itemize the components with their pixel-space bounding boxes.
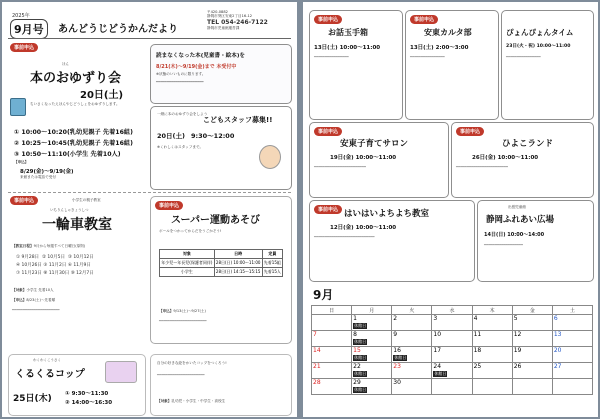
haihai-box bbox=[309, 200, 475, 282]
cup-box bbox=[8, 354, 146, 416]
table-cell: 28日(日) 14:15～15:15 bbox=[214, 268, 262, 277]
target-label: 【対象】 bbox=[12, 288, 27, 292]
header-rule bbox=[8, 38, 291, 39]
calendar-day: 6 bbox=[552, 315, 592, 331]
calendar-day: 5 bbox=[512, 315, 552, 331]
calendar-grid bbox=[311, 305, 593, 395]
sports-table bbox=[159, 249, 283, 277]
pyon-box bbox=[501, 10, 594, 120]
calendar-day bbox=[352, 331, 392, 347]
calendar-day bbox=[392, 347, 432, 363]
hiyoko-title: ひよこランド bbox=[502, 139, 554, 149]
calculator-illustration bbox=[10, 98, 26, 116]
sports-apply bbox=[159, 309, 206, 313]
apply-text: 8/23(土)～先着順 bbox=[26, 298, 56, 302]
closed-badge: 休館日 bbox=[354, 339, 367, 344]
sports-lead: ボールをつかってからだをうごかそう! bbox=[159, 229, 222, 233]
calendar-day: 7 bbox=[312, 331, 352, 347]
kodomo-date: 20日(土) bbox=[157, 132, 185, 140]
table-cell: 小学生 bbox=[160, 268, 215, 277]
ohanashi-body: ━━━━━━━━━━━━━━━━ bbox=[314, 55, 349, 59]
apply-label: 【申込】 bbox=[14, 160, 29, 164]
weekday-sat: 土 bbox=[552, 306, 592, 315]
calendar-day: 27 bbox=[552, 363, 592, 379]
course-date: ⑦ 11月23日 bbox=[16, 271, 42, 276]
table-cell: 先着15組 bbox=[262, 259, 282, 268]
ohanashi-time: 13日(土) 10:00～11:00 bbox=[314, 45, 381, 51]
ohanashi-tag: 事前申込 bbox=[314, 15, 342, 24]
pyon-time: 23日(火・祝) 10:00～11:00 bbox=[506, 44, 571, 49]
newsletter-page-2 bbox=[303, 2, 598, 417]
unicycle-title: 一輪車教室 bbox=[42, 217, 112, 233]
calendar-day: 12 bbox=[512, 331, 552, 347]
ohanashi-box bbox=[309, 10, 403, 120]
hiyoko-box bbox=[451, 122, 594, 198]
ehon-desc: ちいさくなったえほんやじどうしょをおゆずりします。 bbox=[30, 102, 120, 106]
calendar-day: 4 bbox=[472, 315, 512, 331]
unicycle-apply bbox=[12, 298, 55, 302]
hiyoko-tag: 事前申込 bbox=[456, 127, 484, 136]
course-label: 【教室日程】 bbox=[12, 244, 34, 248]
haihai-body: ━━━━━━━━━━━━━━━━━━━━━━━━━━━━ bbox=[314, 235, 375, 239]
unicycle-label: 小学生の親子教室 bbox=[72, 198, 101, 202]
calendar-day: 28 bbox=[312, 379, 352, 395]
section-divider bbox=[8, 192, 291, 193]
course-date: ⑨ 12月7日 bbox=[70, 271, 94, 276]
kodomo-time: 9:30～12:00 bbox=[191, 132, 235, 140]
calendar-day bbox=[352, 379, 392, 395]
weekday-thu: 木 bbox=[472, 306, 512, 315]
yomu-note: ※状態のいいものに限ります。 bbox=[156, 72, 206, 76]
address-line: 静岡市児童館運営課 bbox=[207, 25, 240, 30]
cup-date: 25日(木) bbox=[13, 394, 52, 404]
ehon-apply-date: 8/29(金)～9/19(金) bbox=[20, 169, 74, 175]
sports-tag: 事前申込 bbox=[155, 201, 183, 210]
calendar-day: 21 bbox=[312, 363, 352, 379]
unicycle-ruby: いちりんしゃきょうしつ bbox=[50, 208, 89, 212]
calendar-day: 17 bbox=[432, 347, 472, 363]
salon-body: ━━━━━━━━━━━━━━━━━━━━━━━━ bbox=[314, 165, 366, 169]
ehon-title: 本のおゆずり会 bbox=[30, 71, 122, 86]
calendar-day: 13 bbox=[552, 331, 592, 347]
kodomo-lead: 一緒に本のおゆずり会をしよう bbox=[157, 112, 208, 116]
day-number: 16 bbox=[393, 347, 401, 354]
course-date: ② 10月5日 bbox=[41, 255, 65, 260]
calendar-day: 30 bbox=[392, 379, 432, 395]
day-number: 15 bbox=[353, 347, 361, 354]
fureai-date: 14日(日) 10:00～14:00 bbox=[484, 232, 545, 238]
fureai-title: 静岡ふれあい広場 bbox=[486, 215, 555, 225]
weekday-mon: 月 bbox=[352, 306, 392, 315]
address-block bbox=[207, 10, 268, 30]
apply-label: 【申込】 bbox=[159, 309, 174, 313]
calendar-day bbox=[352, 347, 392, 363]
calendar-day bbox=[312, 315, 352, 331]
calendar-week bbox=[312, 315, 593, 331]
ehon-date: 20日(土) bbox=[80, 90, 124, 101]
unicycle-body: ━━━━━━━━━━━━━━━━━━━━━━ bbox=[12, 308, 60, 312]
newsletter-page-1 bbox=[2, 2, 297, 417]
calendar-day: 3 bbox=[432, 315, 472, 331]
day-number: 29 bbox=[353, 379, 361, 386]
calendar-week bbox=[312, 347, 593, 363]
yomu-body: ━━━━━━━━━━━━━━━━━━━━━━ bbox=[156, 80, 204, 84]
calendar-day bbox=[352, 315, 392, 331]
calendar-week bbox=[312, 379, 593, 395]
cup-illustration bbox=[105, 361, 137, 383]
calendar-day: 11 bbox=[472, 331, 512, 347]
salon-title: 安東子育てサロン bbox=[340, 139, 409, 149]
calendar-day: 2 bbox=[392, 315, 432, 331]
table-header: 定員 bbox=[262, 250, 282, 259]
karuta-time: 13日(土) 2:00～3:00 bbox=[410, 45, 469, 51]
karuta-body: ━━━━━━━━━━━━━━━━ bbox=[410, 55, 445, 59]
cup-target bbox=[157, 399, 225, 403]
apply-text: 9/13(土)～9/27(土) bbox=[173, 309, 206, 313]
cup-detail-box bbox=[150, 354, 292, 416]
target-text: 小学生 先着10人 bbox=[26, 288, 54, 292]
closed-badge: 休館日 bbox=[354, 371, 367, 376]
ohanashi-title: お話玉手箱 bbox=[328, 28, 368, 37]
calendar-day: 14 bbox=[312, 347, 352, 363]
address-line: 〒420-0882 bbox=[207, 10, 228, 14]
cup-side-note: 自分の好きな絵をかいたコップをつくろう! bbox=[157, 361, 227, 365]
cup-time-1: ① 9:30～11:30 bbox=[65, 391, 109, 397]
cup-ruby: わくわくこうさく bbox=[33, 358, 61, 362]
ehon-time-1: ① 10:00～10:20(乳幼児親子 先着16組) bbox=[14, 129, 133, 136]
course-date: ③ 10月12日 bbox=[67, 255, 94, 260]
newsletter-title: あんどうじどうかんだより bbox=[58, 24, 178, 35]
day-number: 22 bbox=[353, 363, 361, 370]
kodomo-note: ※くわしくはスタッフまで。 bbox=[157, 145, 204, 149]
sports-body: ━━━━━━━━━━━━━━━━━━━━━━ bbox=[159, 319, 207, 323]
unicycle-dates bbox=[16, 254, 146, 278]
course-date: ⑥ 11月9日 bbox=[67, 263, 91, 268]
apply-label: 【申込】 bbox=[12, 298, 27, 302]
fureai-body: ━━━━━━━━━━━━━━━━━━ bbox=[484, 243, 523, 247]
fureai-label: 出張児童館 bbox=[508, 205, 526, 209]
address-line: 静岡市葵区安東2丁目16-12 bbox=[207, 14, 253, 19]
calendar-day bbox=[552, 379, 592, 395]
yomu-box bbox=[150, 44, 292, 104]
calendar-day bbox=[512, 379, 552, 395]
pyon-body: ━━━━━━━━━━━━━━━━ bbox=[506, 55, 541, 59]
year-label: 2025年 bbox=[12, 13, 30, 19]
cup-body: ━━━━━━━━━━━━━━━━━━━━━━ bbox=[157, 373, 205, 377]
table-cell: 先着15人 bbox=[262, 268, 282, 277]
kodomo-staff-box bbox=[150, 106, 292, 190]
calendar-day bbox=[432, 363, 472, 379]
target-label: 【対象】 bbox=[157, 399, 172, 403]
karuta-tag: 事前申込 bbox=[410, 15, 438, 24]
cup-title: くるくるコップ bbox=[15, 369, 85, 380]
pyon-title: ぴょんぴょんタイム bbox=[506, 28, 574, 37]
closed-badge: 休館日 bbox=[354, 323, 367, 328]
karuta-title: 安東カルタ部 bbox=[424, 28, 472, 37]
weekday-sun: 日 bbox=[312, 306, 352, 315]
child-illustration bbox=[259, 145, 281, 169]
calendar-weekday-row bbox=[312, 306, 593, 315]
ehon-ruby: ほん bbox=[62, 62, 69, 66]
closed-badge: 休館日 bbox=[394, 355, 407, 360]
course-date: ① 9月28日 bbox=[16, 255, 40, 260]
calendar-week bbox=[312, 331, 593, 347]
course-date: ⑤ 11月2日 bbox=[43, 263, 67, 268]
hiyoko-time: 26日(金) 10:00～11:00 bbox=[472, 155, 539, 161]
haihai-time: 12日(金) 10:00～11:00 bbox=[330, 225, 397, 231]
calendar-week bbox=[312, 363, 593, 379]
calendar-day: 9 bbox=[392, 331, 432, 347]
calendar-month: 9月 bbox=[313, 288, 334, 302]
unicycle-course bbox=[12, 244, 85, 248]
kodomo-title: こどもスタッフ募集!! bbox=[203, 116, 273, 124]
weekday-fri: 金 bbox=[512, 306, 552, 315]
salon-tag: 事前申込 bbox=[314, 127, 342, 136]
salon-box bbox=[309, 122, 449, 198]
cup-time-2: ② 14:00～16:30 bbox=[65, 400, 113, 406]
closed-badge: 休館日 bbox=[354, 387, 367, 392]
course-date: ④ 10月26日 bbox=[16, 263, 42, 268]
address-line: TEL 054-246-7122 bbox=[207, 18, 268, 26]
table-cell: 年少児～年長児(保護者同伴) bbox=[160, 259, 215, 268]
calendar-day: 20 bbox=[552, 347, 592, 363]
day-number: 24 bbox=[433, 363, 442, 370]
fureai-box bbox=[477, 200, 594, 282]
calendar-day: 23 bbox=[392, 363, 432, 379]
calendar-day bbox=[472, 379, 512, 395]
ehon-apply bbox=[14, 160, 28, 164]
ehon-time-3: ③ 10:50～11:10(小学生 先着10人) bbox=[14, 151, 121, 158]
calendar-day: 25 bbox=[472, 363, 512, 379]
closed-badge: 休館日 bbox=[354, 355, 367, 360]
calendar-day bbox=[432, 379, 472, 395]
calendar-day: 18 bbox=[472, 347, 512, 363]
salon-time: 19日(金) 10:00～11:00 bbox=[330, 155, 397, 161]
table-header: 対象 bbox=[160, 250, 215, 259]
table-cell: 28日(日) 10:00～11:00 bbox=[214, 259, 262, 268]
month-label: 9月号 bbox=[10, 19, 48, 39]
unicycle-target bbox=[12, 288, 54, 292]
yomu-sub: 8/21(木)～9/19(金)まで 本受付中 bbox=[156, 64, 237, 70]
weekday-tue: 火 bbox=[392, 306, 432, 315]
haihai-tag: 事前申込 bbox=[314, 205, 342, 214]
hiyoko-body: ━━━━━━━━━━━━━━━━━━━━━━━━ bbox=[456, 165, 508, 169]
haihai-title: はいはいよちよち教室 bbox=[344, 209, 430, 219]
day-number: 8 bbox=[353, 331, 357, 338]
ehon-apply-note: 来館または電話で受付 bbox=[20, 175, 56, 179]
calendar-day: 26 bbox=[512, 363, 552, 379]
ehon-time-2: ② 10:25～10:45(乳幼児親子 先着16組) bbox=[14, 140, 133, 147]
course-text: 9月から毎週すべて日曜日(原則) bbox=[33, 244, 86, 248]
day-number: 1 bbox=[353, 315, 357, 322]
calendar-day: 10 bbox=[432, 331, 472, 347]
closed-badge: 休館日 bbox=[434, 371, 447, 376]
sports-box bbox=[150, 196, 292, 344]
event-tag: 事前申込 bbox=[10, 43, 38, 52]
target-text: 乳幼児・小学生・中学生・高校生 bbox=[171, 399, 226, 403]
unicycle-tag: 事前申込 bbox=[10, 196, 38, 205]
calendar-day bbox=[352, 363, 392, 379]
yomu-title: 読まなくなった本(児童書・絵本)を bbox=[156, 53, 246, 59]
sports-title: スーパー運動あそび bbox=[171, 215, 260, 226]
table-header: 日時 bbox=[214, 250, 262, 259]
karuta-box bbox=[405, 10, 499, 120]
course-date: ⑧ 11月30日 bbox=[43, 271, 70, 276]
calendar-day: 19 bbox=[512, 347, 552, 363]
weekday-wed: 水 bbox=[432, 306, 472, 315]
